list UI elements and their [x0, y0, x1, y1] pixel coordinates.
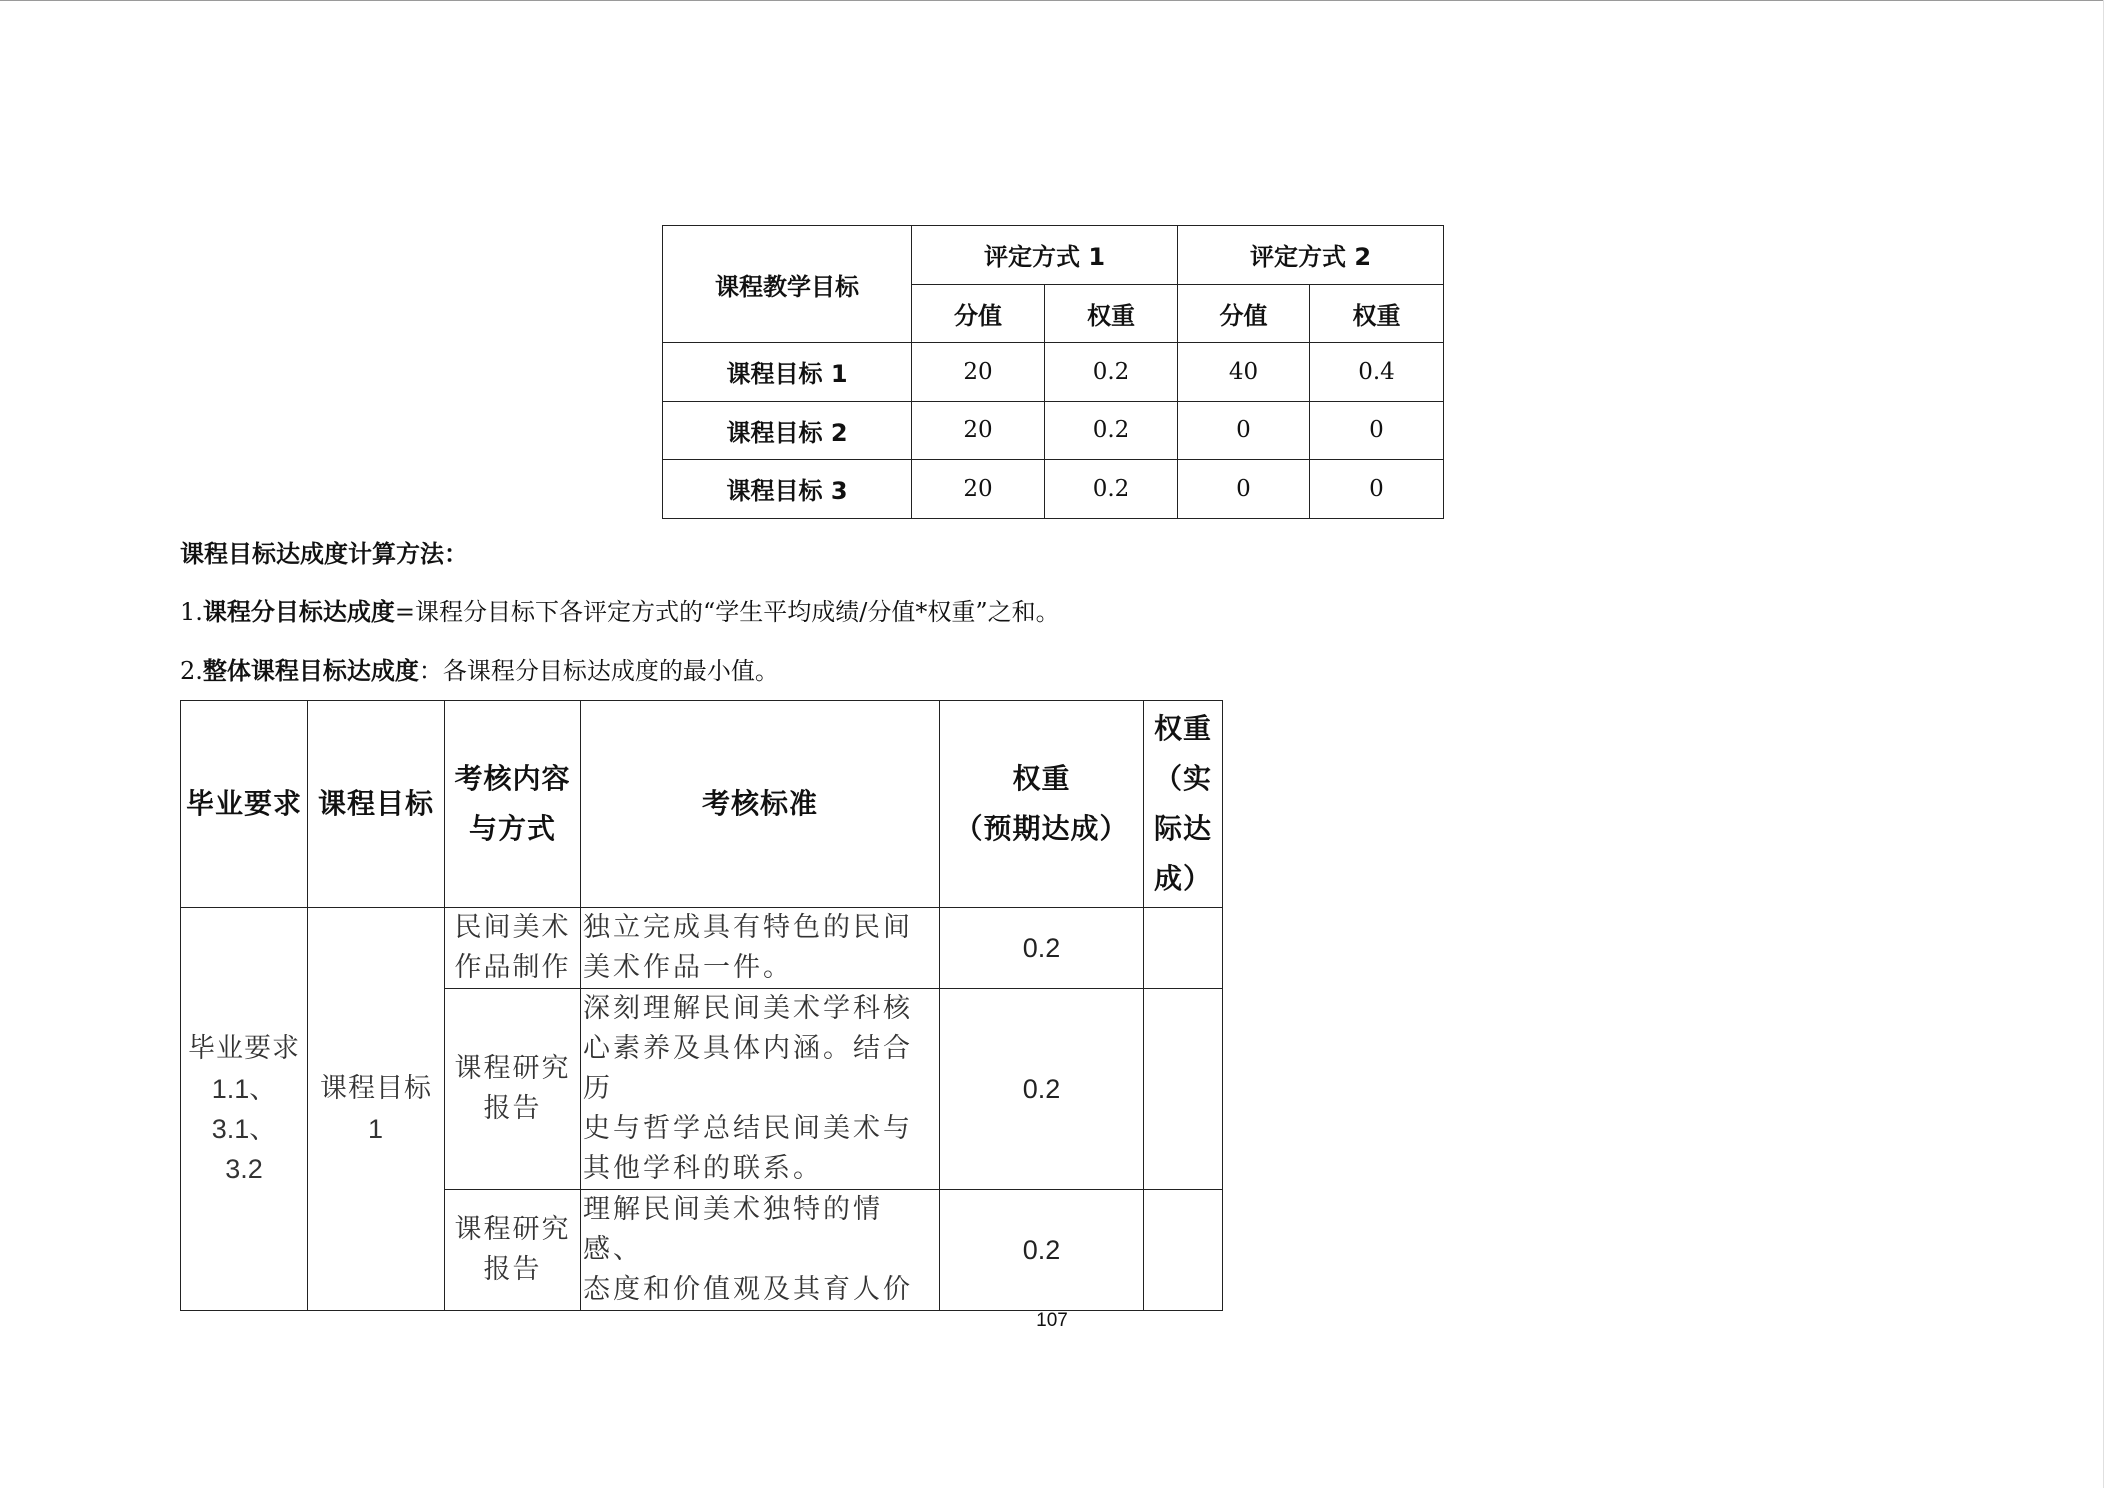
header-m1-score: 分值 [912, 284, 1045, 343]
header-m2-weight: 权重 [1310, 284, 1444, 343]
actual-weight-cell [1144, 908, 1223, 989]
header-method-2: 评定方式 2 [1178, 226, 1444, 285]
page-number: 107 [1036, 1310, 1068, 1331]
header-expected-weight [940, 701, 1144, 908]
m2-weight-cell: 0 [1310, 460, 1444, 519]
header-course-target: 课程教学目标 [663, 226, 912, 343]
content-line: 报告 [483, 1254, 542, 1285]
weights-header-row-1 [663, 226, 1444, 285]
header-m1-weight: 权重 [1045, 284, 1178, 343]
item-term: 课程分目标达成度 [202, 598, 395, 626]
header-actual-weight [1144, 701, 1223, 908]
m1-weight-cell: 0.2 [1045, 460, 1178, 519]
assessment-content-cell [445, 908, 581, 989]
method-title [180, 538, 468, 570]
row-target: 课程目标 2 [663, 401, 912, 460]
item-definition: ：各课程分目标达成度的最小值。 [418, 657, 779, 685]
header-line: （实 [1153, 762, 1212, 795]
content-line: 课程研究 [454, 1053, 571, 1084]
content-line: 课程研究 [454, 1214, 571, 1245]
expected-weight-cell: 0.2 [940, 989, 1144, 1190]
actual-weight-cell [1144, 1190, 1223, 1311]
actual-weight-cell [1144, 989, 1223, 1190]
assessment-weights-table [662, 225, 1444, 519]
standard-line: 深刻理解民间美术学科核 [583, 993, 913, 1024]
header-graduation-requirement: 毕业要求 [181, 701, 308, 908]
header-assessment-content [445, 701, 581, 908]
table-row [663, 460, 1444, 519]
target-line: 课程目标 [320, 1073, 432, 1104]
expected-weight-cell: 0.2 [940, 1190, 1144, 1311]
page-top-border [0, 0, 2104, 1]
row-target: 课程目标 1 [663, 343, 912, 402]
requirement-line: 1.1、3.1、 [211, 1074, 277, 1144]
graduation-requirement-cell [181, 908, 308, 1311]
course-target-cell [308, 908, 445, 1311]
item-number: 2. [180, 657, 203, 685]
header-method-1: 评定方式 1 [912, 226, 1178, 285]
standard-line: 理解民间美术独特的情感、 [583, 1194, 883, 1265]
row-target: 课程目标 3 [663, 460, 912, 519]
standard-line: 态度和价值观及其育人价 [583, 1274, 913, 1305]
standard-line: 美术作品一件。 [583, 952, 793, 983]
item-term: 整体课程目标达成度 [202, 657, 419, 685]
content-line: 报告 [483, 1093, 542, 1124]
header-line: 与方式 [468, 812, 556, 845]
header-line: （预期达成） [954, 812, 1129, 845]
m1-score-cell: 20 [912, 343, 1045, 402]
assessment-standard-cell [581, 1190, 940, 1311]
assessment-content-cell [445, 989, 581, 1190]
header-course-target: 课程目标 [308, 701, 445, 908]
m1-weight-cell: 0.2 [1045, 401, 1178, 460]
header-assessment-standard: 考核标准 [581, 701, 940, 908]
header-line: 权重 [1153, 712, 1212, 745]
standard-line: 独立完成具有特色的民间 [583, 912, 913, 943]
assessment-standard-cell [581, 908, 940, 989]
expected-weight-cell: 0.2 [940, 908, 1144, 989]
header-m2-score: 分值 [1178, 284, 1310, 343]
standard-line: 史与哲学总结民间美术与 [583, 1113, 913, 1144]
requirement-line: 毕业要求 [188, 1033, 300, 1064]
assessment-content-cell [445, 1190, 581, 1311]
assess-header-row [181, 701, 1223, 908]
header-line: 考核内容 [454, 762, 571, 795]
m1-score-cell: 20 [912, 460, 1045, 519]
m2-weight-cell: 0 [1310, 401, 1444, 460]
assessment-standard-cell [581, 989, 940, 1190]
table-row [663, 401, 1444, 460]
m1-weight-cell: 0.2 [1045, 343, 1178, 402]
m2-score-cell: 40 [1178, 343, 1310, 402]
requirement-line: 3.2 [225, 1154, 263, 1184]
target-line: 1 [367, 1114, 385, 1144]
header-line: 际达 [1153, 812, 1212, 845]
content-line: 作品制作 [454, 952, 571, 983]
assessment-standards-table [180, 700, 1223, 1311]
item-number: 1. [180, 598, 203, 626]
m2-weight-cell: 0.4 [1310, 343, 1444, 402]
standard-line: 其他学科的联系。 [583, 1153, 823, 1184]
method-title-text: 课程目标达成度计算方法： [180, 540, 468, 568]
standard-line: 心素养及具体内涵。结合历 [583, 1033, 913, 1104]
m2-score-cell: 0 [1178, 460, 1310, 519]
table-row [663, 343, 1444, 402]
m1-score-cell: 20 [912, 401, 1045, 460]
header-line: 权重 [1012, 762, 1071, 795]
item-definition: =课程分目标下各评定方式的“学生平均成绩/分值*权重”之和。 [394, 598, 1060, 626]
header-line: 成） [1153, 862, 1212, 895]
method-item-2 [180, 655, 779, 687]
content-line: 民间美术 [454, 912, 571, 943]
method-item-1 [180, 596, 1060, 628]
m2-score-cell: 0 [1178, 401, 1310, 460]
table-row [181, 908, 1223, 989]
